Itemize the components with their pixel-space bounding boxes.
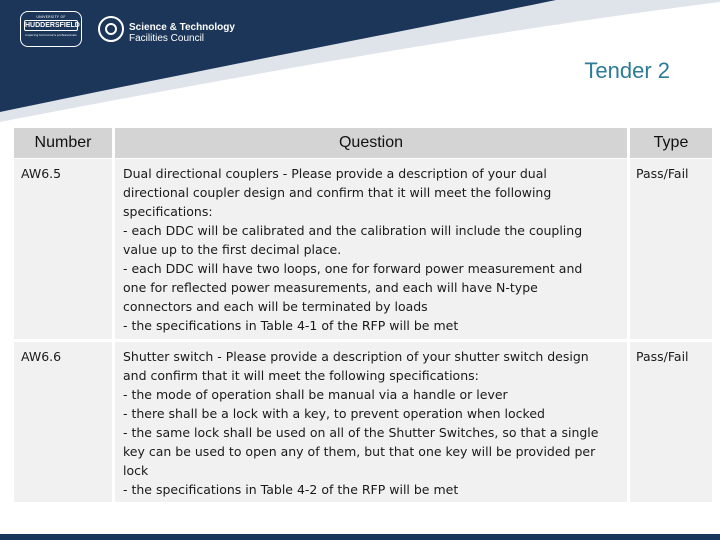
question-line: and confirm that it will meet the following specifications: [123,368,479,383]
stfc-logo-line1: Science & Technology [129,22,235,33]
university-logo-tagline: Inspiring tomorrow's professionals [25,33,77,37]
table-header [14,128,712,159]
column-header-type: Type [653,134,689,151]
university-logo-name: HUDDERSFIELD [25,22,80,29]
stfc-logo-line2: Facilities Council [129,33,205,44]
question-line: - each DDC will be calibrated and the calibration will include the coupling [123,223,583,238]
question-line: Shutter switch - Please provide a description of your shutter switch design [123,349,589,364]
question-line: connectors and each will be terminated by loads [123,299,428,314]
stfc-logo-text [129,22,269,44]
cell-number: AW6.6 [14,342,115,502]
question-line: one for reflected power measurements, and each will have N-type [123,280,538,295]
university-logo-top: UNIVERSITY OF [36,15,66,19]
tender-table [14,128,712,505]
table-row [14,159,712,342]
cell-type: Pass/Fail [636,166,689,181]
cell-type: Pass/Fail [636,349,689,364]
question-line: key can be used to open any of them, but that one key will be provided per [123,444,596,459]
cell-question [115,342,630,502]
question-line: Dual directional couplers - Please provide a description of your dual [123,166,547,181]
question-line: - the specifications in Table 4-1 of the RFP will be met [123,318,459,333]
question-line: - each DDC will have two loops, one for forward power measurement and [123,261,583,276]
table-row [14,342,712,505]
question-line: value up to the first decimal place. [123,242,342,257]
question-line: directional coupler design and confirm that it will meet the following [123,185,552,200]
question-line: specifications: [123,204,213,219]
stfc-logo-icon [98,16,124,42]
university-logo [20,11,82,47]
question-line: - the mode of operation shall be manual via a handle or lever [123,387,508,402]
question-line: - the specifications in Table 4-2 of the RFP will be met [123,482,459,497]
page-title: Tender 2 [584,58,670,83]
column-header-question: Question [115,128,630,158]
column-header-number: Number [14,128,115,158]
question-line: lock [123,463,149,478]
cell-number: AW6.5 [14,159,115,339]
footer-bar [0,534,720,540]
question-line: - there shall be a lock with a key, to prevent operation when locked [123,406,545,421]
question-line: - the same lock shall be used on all of the Shutter Switches, so that a single [123,425,599,440]
cell-question [115,159,630,339]
